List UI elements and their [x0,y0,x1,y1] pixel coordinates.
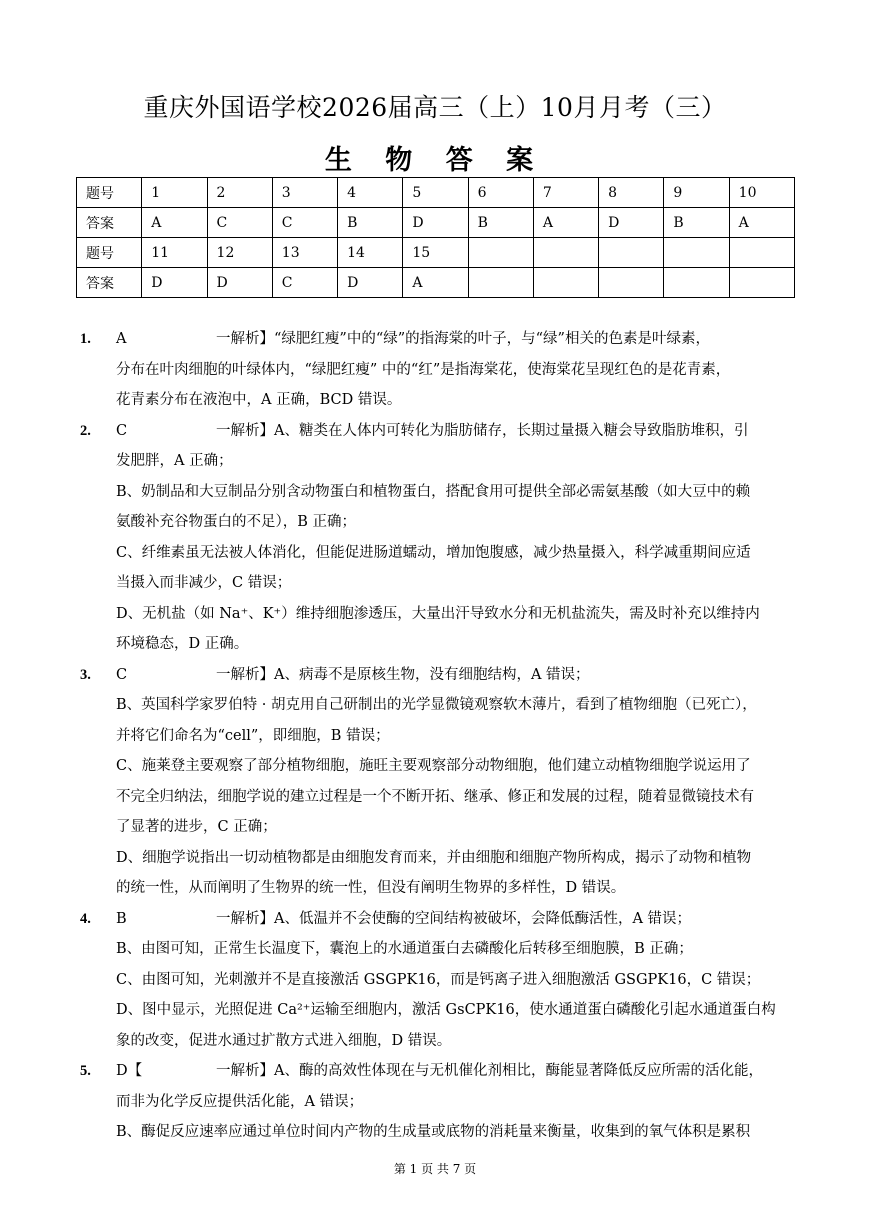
answer-table-cell: A [403,268,468,298]
page-subtitle: 生 物 答 案 [324,145,546,176]
explanation-line: 并将它们命名为“cell”，即细胞，B 错误； [116,727,390,744]
page-title: 重庆外国语学校2026届高三（上）10月月考（三） [143,93,727,122]
answer-table-cell [468,238,533,268]
answer-table-cell: 6 [468,178,533,208]
answer-table-cell: 13 [272,238,337,268]
explanations [80,324,792,1148]
answer-table-cell [468,268,533,298]
answer-table-row [77,238,795,268]
explanation-first-line [116,416,792,447]
explanation-line: D、图中显示，光照促进 Ca²⁺运输至细胞内，激活 GsCPK16，使水通道蛋白磷酸化引起水通道蛋白构 [116,1002,776,1018]
answer-table-cell: B [468,208,533,238]
answer-table-cell: 3 [272,178,337,208]
answer-table-cell: A [533,208,598,238]
question-explanation [80,904,792,1057]
answer-table-cell: 12 [207,238,272,268]
answer-table-cell: 7 [533,178,598,208]
explanation-line: B、由图可知，正常生长温度下，囊泡上的水通道蛋白去磷酸化后转移至细胞膜，B 正确； [116,941,693,957]
explanation-line: C、由图可知，光刺激并不是直接激活 GSGPK16，而是钙离子进入细胞激活 GSGPK16，C 错误； [116,971,761,988]
answer-table-header-cell: 答案 [77,208,142,238]
answer-table-cell: C [272,208,337,238]
explanation-first-line [116,660,792,691]
answer-table-cell: 14 [338,238,403,268]
explanation-line: B、奶制品和大豆制品分别含动物蛋白和植物蛋白，搭配食用可提供全部必需氨基酸（如大豆中的赖 [116,483,751,500]
answer-table-cell: D [338,268,403,298]
answer-table-cell [664,268,729,298]
answer-table-cell [729,238,794,268]
explanation-first-line [116,1056,792,1087]
answer-table-cell: C [207,208,272,238]
explanation-line: D、细胞学说指出一切动植物都是由细胞发育而来，并由细胞和细胞产物所构成，揭示了动物和植物 [116,849,752,866]
explanation-line: 象的改变，促进水通过扩散方式进入细胞，D 错误。 [116,1032,452,1049]
explanation-line: C、纤维素虽无法被人体消化，但能促进肠道蠕动，增加饱腹感，减少热量摄入，科学减重期间应适 [116,544,751,561]
explanation-text: 一解析】A、低温并不会使酶的空间结构被破坏，会降低酶活性，A 错误； [216,910,692,927]
explanation-line: 发肥胖，A 正确； [116,453,233,469]
explanation-line: 不完全归纳法，细胞学说的建立过程是一个不断开拓、继承、修正和发展的过程，随着显微镜技术有 [116,788,754,805]
explanation-text: 一解析】A、糖类在人体内可转化为脂肪储存，长期过量摄入糖会导致脂肪堆积，引 [216,422,749,439]
question-number: 3. [80,666,91,683]
question-number: 1. [80,331,91,347]
question-explanation [80,1056,792,1148]
question-number: 2. [80,422,91,439]
answer-table-cell: B [338,208,403,238]
question-answer: C [116,666,128,683]
question-answer: D【 [116,1063,143,1079]
question-number: 4. [80,910,91,927]
answer-table-header-cell: 题号 [77,238,142,268]
answer-table-cell [533,238,598,268]
answer-table-row [77,208,795,238]
answer-table [76,177,795,298]
explanation-line: 当摄入而非减少，C 错误； [116,575,292,591]
explanation-line: B、英国科学家罗伯特 · 胡克用自己研制出的光学显微镜观察软木薄片，看到了植物细胞（已死亡）， [116,697,757,713]
answer-table-cell: A [729,208,794,238]
explanation-line: 的统一性，从而阐明了生物界的统一性，但没有阐明生物界的多样性，D 错误。 [116,880,626,896]
answer-table-cell: 15 [403,238,468,268]
question-explanation [80,416,792,660]
answer-table-cell: 8 [599,178,664,208]
explanation-line: 而非为化学反应提供活化能，A 错误； [116,1093,364,1110]
question-answer: B [116,910,127,927]
question-answer: C [116,422,128,439]
answer-table-cell: D [599,208,664,238]
answer-table-cell: D [207,268,272,298]
explanation-line: 氨酸补充谷物蛋白的不足），B 正确； [116,514,357,530]
answer-table-header-cell: 题号 [77,178,142,208]
explanation-line: 环境稳态，D 正确。 [116,636,249,652]
answer-table-cell: C [272,268,337,298]
answer-table-cell: A [142,208,207,238]
answer-table-cell: 9 [664,178,729,208]
answer-table-row [77,178,795,208]
answer-table-cell [599,238,664,268]
question-number: 5. [80,1063,91,1079]
explanation-line: B、酶促反应速率应通过单位时间内产物的生成量或底物的消耗量来衡量，收集到的氧气体积是累积 [116,1124,751,1140]
explanation-line: 分布在叶肉细胞的叶绿体内，“绿肥红瘦” 中的“红”是指海棠花，使海棠花呈现红色的是花青素， [116,361,731,378]
explanation-line: 了显著的进步，C 正确； [116,819,277,835]
answer-table-cell: B [664,208,729,238]
answer-table-cell: 1 [142,178,207,208]
explanation-text: 一解析】A、酶的高效性体现在与无机催化剂相比，酶能显著降低反应所需的活化能， [216,1063,763,1079]
explanation-line: D、无机盐（如 Na⁺、K⁺）维持细胞渗透压，大量出汗导致水分和无机盐流失，需及时补充以维持内 [116,605,760,622]
answer-table-cell [729,268,794,298]
explanation-text: 一解析】“绿肥红瘦”中的“绿”的指海棠的叶子，与“绿”相关的色素是叶绿素， [216,331,710,347]
answer-table-header-cell: 答案 [77,268,142,298]
answer-table-cell [664,238,729,268]
question-explanation [80,660,792,904]
explanation-first-line [116,904,792,935]
explanation-text: 一解析】A、病毒不是原核生物，没有细胞结构，A 错误； [216,666,590,683]
answer-table-cell [599,268,664,298]
page-footer: 第 1 页 共 7 页 [393,1162,477,1176]
explanation-line: 花青素分布在液泡中，A 正确，BCD 错误。 [116,392,402,408]
answer-table-cell: 2 [207,178,272,208]
answer-table-cell: 11 [142,238,207,268]
answer-table-row [77,268,795,298]
answer-table-cell: D [403,208,468,238]
question-explanation [80,324,792,416]
explanation-first-line [116,324,792,355]
answer-table-cell: D [142,268,207,298]
explanation-line: C、施莱登主要观察了部分植物细胞，施旺主要观察部分动物细胞，他们建立动植物细胞学说运用了 [116,758,751,774]
answer-table-cell [533,268,598,298]
answer-table-cell: 4 [338,178,403,208]
answer-table-cell: 10 [729,178,794,208]
answer-table-cell: 5 [403,178,468,208]
question-answer: A [116,331,127,347]
